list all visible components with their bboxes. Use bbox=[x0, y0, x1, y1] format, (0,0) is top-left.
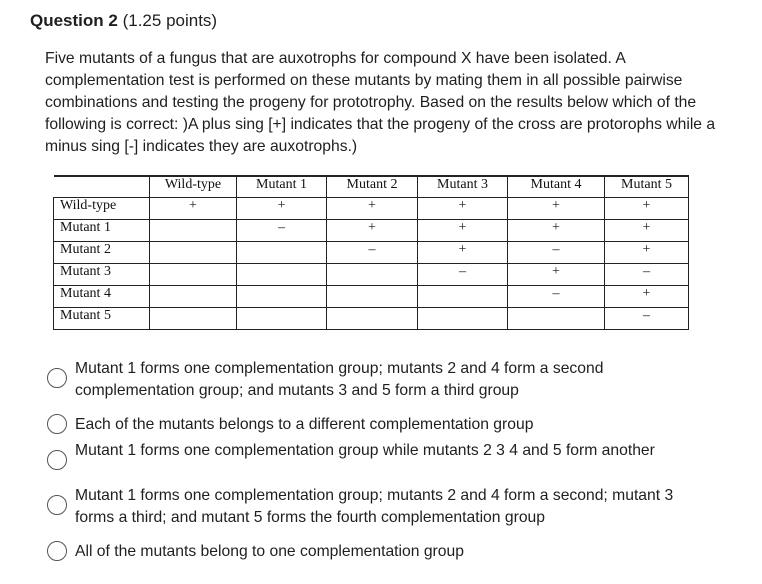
table-row bbox=[54, 242, 689, 264]
table-cell bbox=[237, 242, 327, 264]
table-row bbox=[54, 308, 689, 330]
answer-option[interactable] bbox=[47, 541, 715, 563]
column-header: Mutant 2 bbox=[327, 176, 418, 198]
table-cell: – bbox=[605, 308, 689, 330]
table-cell: – bbox=[418, 264, 508, 286]
radio-button[interactable] bbox=[47, 541, 67, 561]
table-cell: – bbox=[605, 264, 689, 286]
table-cell bbox=[150, 308, 237, 330]
answer-option[interactable] bbox=[47, 440, 715, 470]
answer-option[interactable] bbox=[47, 485, 715, 529]
row-header: Mutant 5 bbox=[54, 308, 150, 330]
table-cell: + bbox=[418, 220, 508, 242]
table-cell bbox=[150, 242, 237, 264]
table-cell bbox=[237, 286, 327, 308]
table-cell: + bbox=[508, 198, 605, 220]
radio-button[interactable] bbox=[47, 450, 67, 470]
answer-option-label: All of the mutants belong to one complementation group bbox=[75, 543, 464, 560]
table-cell: + bbox=[150, 198, 237, 220]
table-cell: – bbox=[237, 220, 327, 242]
question-title: Question 2 bbox=[30, 11, 118, 30]
table-cell bbox=[327, 308, 418, 330]
table-cell: – bbox=[508, 242, 605, 264]
table-cell bbox=[508, 308, 605, 330]
table-cell: + bbox=[605, 286, 689, 308]
table-cell bbox=[237, 308, 327, 330]
radio-button[interactable] bbox=[47, 495, 67, 515]
column-header: Mutant 1 bbox=[237, 176, 327, 198]
table-cell: + bbox=[508, 220, 605, 242]
complementation-table bbox=[53, 175, 689, 330]
table-cell: + bbox=[327, 198, 418, 220]
table-header-row bbox=[54, 176, 689, 198]
table-row bbox=[54, 198, 689, 220]
table-cell bbox=[150, 264, 237, 286]
answer-option-label: Mutant 1 forms one complementation group; mutants 2 and 4 form a second; mutant 3 forms a third; and mutant 5 forms the fourth complementation group bbox=[75, 487, 674, 526]
row-header: Mutant 2 bbox=[54, 242, 150, 264]
table-cell bbox=[418, 286, 508, 308]
table-row bbox=[54, 286, 689, 308]
table-cell bbox=[327, 286, 418, 308]
table-cell: + bbox=[418, 242, 508, 264]
column-header: Mutant 3 bbox=[418, 176, 508, 198]
table-cell: – bbox=[508, 286, 605, 308]
table-cell bbox=[150, 286, 237, 308]
answer-option[interactable] bbox=[47, 414, 715, 436]
table-cell: + bbox=[605, 198, 689, 220]
row-header: Mutant 1 bbox=[54, 220, 150, 242]
column-header: Mutant 4 bbox=[508, 176, 605, 198]
question-header bbox=[30, 11, 217, 31]
table-cell: + bbox=[237, 198, 327, 220]
table-cell bbox=[418, 308, 508, 330]
column-header: Wild-type bbox=[150, 176, 237, 198]
question-points: (1.25 points) bbox=[122, 11, 218, 30]
answer-option-label: Mutant 1 forms one complementation group; mutants 2 and 4 form a second complementation group; and mutants 3 and 5 form a third group bbox=[75, 360, 604, 399]
table-cell bbox=[237, 264, 327, 286]
question-text: Five mutants of a fungus that are auxotrophs for compound X have been isolated. A complementation test is performed on these mutants by mating them in all possible pairwise combinations and testing the progeny for prototrophy. Based on the results below which of the following is correct: )A plus sing [+] indicates that the progeny of the cross are protorophs while a minus sing [-] indicates they are auxotrophs.) bbox=[45, 50, 716, 155]
table-cell: + bbox=[605, 242, 689, 264]
table-cell: + bbox=[327, 220, 418, 242]
row-header: Wild-type bbox=[54, 198, 150, 220]
radio-button[interactable] bbox=[47, 368, 67, 388]
table-row bbox=[54, 220, 689, 242]
answer-option[interactable] bbox=[47, 358, 715, 402]
table-cell bbox=[327, 264, 418, 286]
table-corner-cell bbox=[54, 176, 150, 198]
radio-button[interactable] bbox=[47, 414, 67, 434]
table-cell: + bbox=[418, 198, 508, 220]
table-cell: + bbox=[508, 264, 605, 286]
row-header: Mutant 4 bbox=[54, 286, 150, 308]
column-header: Mutant 5 bbox=[605, 176, 689, 198]
table-cell bbox=[150, 220, 237, 242]
answer-option-label: Each of the mutants belongs to a different complementation group bbox=[75, 416, 534, 433]
table-row bbox=[54, 264, 689, 286]
table-cell: + bbox=[605, 220, 689, 242]
row-header: Mutant 3 bbox=[54, 264, 150, 286]
answer-option-label: Mutant 1 forms one complementation group while mutants 2 3 4 and 5 form another bbox=[75, 442, 655, 459]
table-cell: – bbox=[327, 242, 418, 264]
